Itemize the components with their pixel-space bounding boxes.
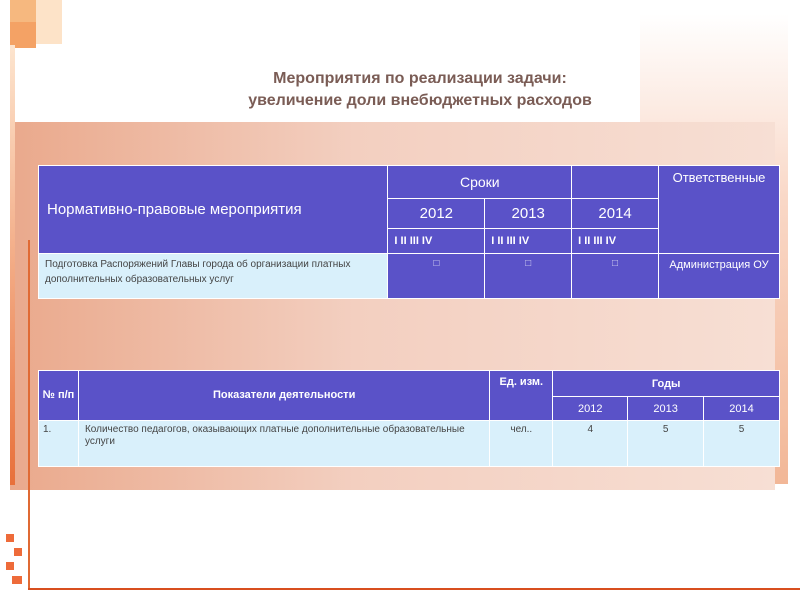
quarters-2013: I II III IV xyxy=(485,229,572,253)
corner-square-decoration xyxy=(36,0,62,44)
header-timing: Сроки xyxy=(388,166,572,199)
quarters-2012: I II III IV xyxy=(388,229,485,253)
title-line-1: Мероприятия по реализации задачи: xyxy=(273,70,567,87)
checkbox-icon: □ xyxy=(388,253,485,298)
slide-title xyxy=(0,68,800,112)
small-square-decoration xyxy=(6,562,14,570)
quarters-2014: I II III IV xyxy=(572,229,659,253)
year-2012: 2012 xyxy=(388,199,485,229)
header-years: Годы xyxy=(553,371,780,397)
table-row xyxy=(39,253,780,298)
table-row xyxy=(39,421,780,467)
indicators-table xyxy=(38,370,780,467)
title-line-2: увеличение доли внебюджетных расходов xyxy=(248,92,592,109)
row-number: 1. xyxy=(39,421,79,467)
small-square-decoration xyxy=(12,576,22,584)
header-responsible: Ответственные xyxy=(659,166,780,254)
header-number: № п/п xyxy=(39,371,79,421)
measures-table xyxy=(38,165,780,299)
measure-text: Подготовка Распоряжений Главы города об организации платных дополнительных образовательных услуг xyxy=(39,253,388,298)
small-square-decoration xyxy=(6,534,14,542)
unit-value: чел.. xyxy=(490,421,553,467)
header-indicator: Показатели деятельности xyxy=(78,371,489,421)
year-2014: 2014 xyxy=(704,397,780,421)
responsible-value: Администрация ОУ xyxy=(659,253,780,298)
left-line-decoration xyxy=(28,240,30,590)
year-2014: 2014 xyxy=(572,199,659,229)
indicator-text: Количество педагогов, оказывающих платные дополнительные образовательные услуги xyxy=(78,421,489,467)
small-square-decoration xyxy=(14,548,22,556)
indicators-table-container xyxy=(38,370,780,466)
value-2013: 5 xyxy=(628,421,704,467)
bottom-line-decoration xyxy=(28,588,800,590)
year-2013: 2013 xyxy=(628,397,704,421)
checkbox-icon: □ xyxy=(485,253,572,298)
header-unit: Ед. изм. xyxy=(490,371,553,421)
header-measures: Нормативно-правовые мероприятия xyxy=(39,166,388,254)
checkbox-icon: □ xyxy=(572,253,659,298)
value-2014: 5 xyxy=(704,421,780,467)
year-2012: 2012 xyxy=(553,397,628,421)
year-2013: 2013 xyxy=(485,199,572,229)
value-2012: 4 xyxy=(553,421,628,467)
header-empty-cell xyxy=(572,166,659,199)
measures-table-container xyxy=(38,165,780,299)
